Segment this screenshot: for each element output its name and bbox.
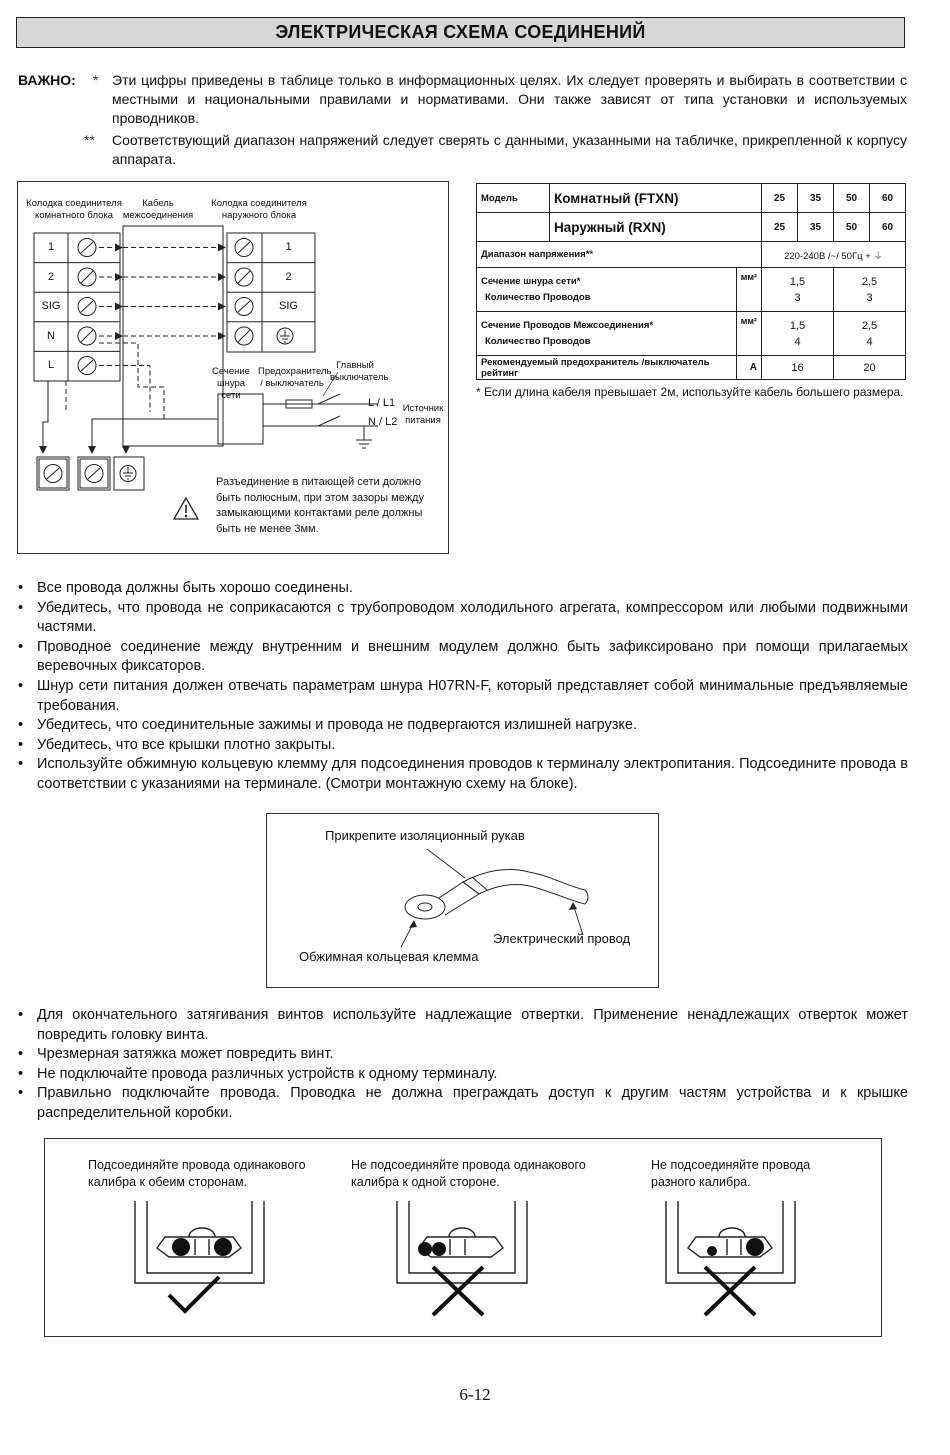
fuse-value-b: 20 [834,356,906,380]
indoor-terminal-2: 2 [47,270,55,283]
inter-section-row: Сечение Проводов Межсоединения* [481,319,654,331]
outdoor-terminal-sig: SIG [279,300,298,313]
important-note-2: Соответствующий диапазон напряжений следует сверять с данными, указанными на табличке, прикрепленной к корпусу аппарата. [112,132,907,167]
cord-section-row: Сечение шнура сети* [481,275,581,287]
indoor-terminal-labels [34,233,68,381]
indoor-terminal-n: N [47,329,55,342]
ring-terminal-label: Обжимная кольцевая клемма [299,949,479,964]
inter-values-a [762,312,834,356]
important-note-1: Эти цифры приведены в таблице только в информационных целях. Их следует проверять и выбирать в соответствии с местными и национальными правилами и нормативами. Они также зависят от типа установки и используемых проводников. [112,72,907,126]
size-60: 60 [870,184,906,213]
inter-section-b: 2,5 [861,319,878,332]
inter-unit: мм² [736,312,761,356]
indoor-terminal-l: L [47,359,55,372]
outdoor-terminal-2: 2 [285,270,292,283]
inter-count-a: 4 [794,335,801,348]
ok-caption: Подсоединяйте провода одинакового калибра к обеим сторонам. [88,1158,306,1189]
page-title: ЭЛЕКТРИЧЕСКАЯ СХЕМА СОЕДИНЕНИЙ [16,17,905,48]
voltage-value-text: 220-240В /~/ 50Гц + [784,250,871,262]
cord-unit: мм² [736,268,761,312]
table-footnote: * Если длина кабеля превышает 2м, используйте кабель большего размера. [476,385,904,399]
cord-section-label: Сечение шнура сети [212,366,250,401]
indoor-terminal-1: 1 [47,241,55,253]
list-item: • Не подключайте провода различных устройств к одному терминалу. [18,1065,908,1085]
inter-values-b [834,312,906,356]
wire-label: Электрический провод [493,931,631,946]
earth-icon: ⏚ [873,250,883,262]
l1-label: L / L1 [368,397,396,409]
model-label: Модель [477,184,550,213]
main-switch-label: Главный выключатель [330,360,389,383]
size-25: 25 [762,184,798,213]
bad2-caption: Не подсоединяйте провода разного калибра. [651,1158,811,1189]
inter-count-b: 4 [866,335,873,348]
bullet-list-2 [18,1006,908,1124]
list-item: • Для окончательного затягивания винтов используйте надлежащие отвертки. Применение ненадлежащих отверток может повредить головку винта. [18,1006,908,1045]
size-50: 50 [834,184,870,213]
wire-gauge-figure [44,1138,882,1337]
cord-values-a [762,268,834,312]
indoor-terminal-sig: SIG [41,300,61,313]
inter-count-row: Количество Проводов [485,335,591,347]
list-item: • Все провода должны быть хорошо соединены. [18,579,908,599]
wire-gauge-drawing [45,1139,883,1338]
warning-text: Разъединение в питающей сети должно быть полюсным, при этом зазоры между замыкающими контактами реле должны быть не менее 3мм. [216,476,424,535]
size-35-out: 35 [798,213,834,242]
list-item: • Убедитесь, что соединительные зажимы и провода не подвергаются излишней нагрузке. [18,716,908,736]
voltage-label: Диапазон напряжения** [477,242,762,268]
cable-label: Кабель межсоединения [122,198,194,221]
inter-section-a: 1,5 [789,319,806,332]
spec-table [476,183,906,380]
cord-labels [477,268,737,312]
list-item: • Проводное соединение между внутренним и внешним модулем должно быть зафиксировано при помощи прилагаемых веревочных фиксаторов. [18,638,908,677]
fuse-label: Предохранитель / выключатель [258,366,332,389]
power-source-label: Источник питания [402,403,444,426]
check-mark [169,1277,219,1311]
list-item: • Используйте обжимную кольцевую клемму для подсоединения проводов к терминалу электропитания. Подсоедините провода в соответствии с указаниями на терминале. (Смотри монтажную схему на блоке). [18,755,908,794]
sleeve-label: Прикрепите изоляционный рукав [325,828,525,843]
list-item: • Убедитесь, что провода не соприкасаются с трубопроводом холодильного агрегата, компрессором или любыми подвижными частями. [18,599,908,638]
wiring-diagram [17,181,449,554]
outdoor-terminal-labels [262,233,315,322]
cord-count-a: 3 [794,291,801,304]
size-35: 35 [798,184,834,213]
ring-terminal-figure [266,813,659,988]
bad1-caption: Не подсоединяйте провода одинакового калибра к одной стороне. [351,1158,586,1189]
cord-section-b: 2,5 [861,275,878,288]
fuse-rating-label: Рекомендуемый предохранитель /выключатель рейтинг [477,356,737,380]
cord-count-b: 3 [866,291,873,304]
list-item: • Убедитесь, что все крышки плотно закрыты. [18,736,908,756]
n2-label: N / L2 [368,416,398,428]
bullet-list-1 [18,579,908,795]
indoor-block-label: Колодка соединителя комнатного блока [26,198,122,221]
cord-count-row: Количество Проводов [485,291,591,303]
cord-values-b [834,268,906,312]
cord-section-a: 1,5 [789,275,806,288]
note-star-2: ** [84,132,95,148]
important-label: ВАЖНО: [18,72,76,88]
fuse-value-a: 16 [762,356,834,380]
outdoor-terminal-1: 1 [285,241,292,253]
size-60-out: 60 [870,213,906,242]
list-item: • Правильно подключайте провода. Проводка не должна преграждать доступ к другим частям устройства и к крышке распределительной коробки. [18,1084,908,1123]
fuse-unit: A [736,356,761,380]
note-star-1: * [93,72,99,88]
outdoor-block-label: Колодка соединителя наружного блока [211,198,307,221]
list-item: • Шнур сети питания должен отвечать параметрам шнура H07RN-F, который представляет собой минимальные предъявляемые требования. [18,677,908,716]
list-item: • Чрезмерная затяжка может повредить винт. [18,1045,908,1065]
indoor-model: Комнатный (FTXN) [550,184,762,213]
size-25-out: 25 [762,213,798,242]
page-number: 6-12 [459,1385,491,1404]
inter-labels [477,312,737,356]
voltage-value [762,242,906,268]
size-50-out: 50 [834,213,870,242]
outdoor-model: Наружный (RXN) [550,213,762,242]
